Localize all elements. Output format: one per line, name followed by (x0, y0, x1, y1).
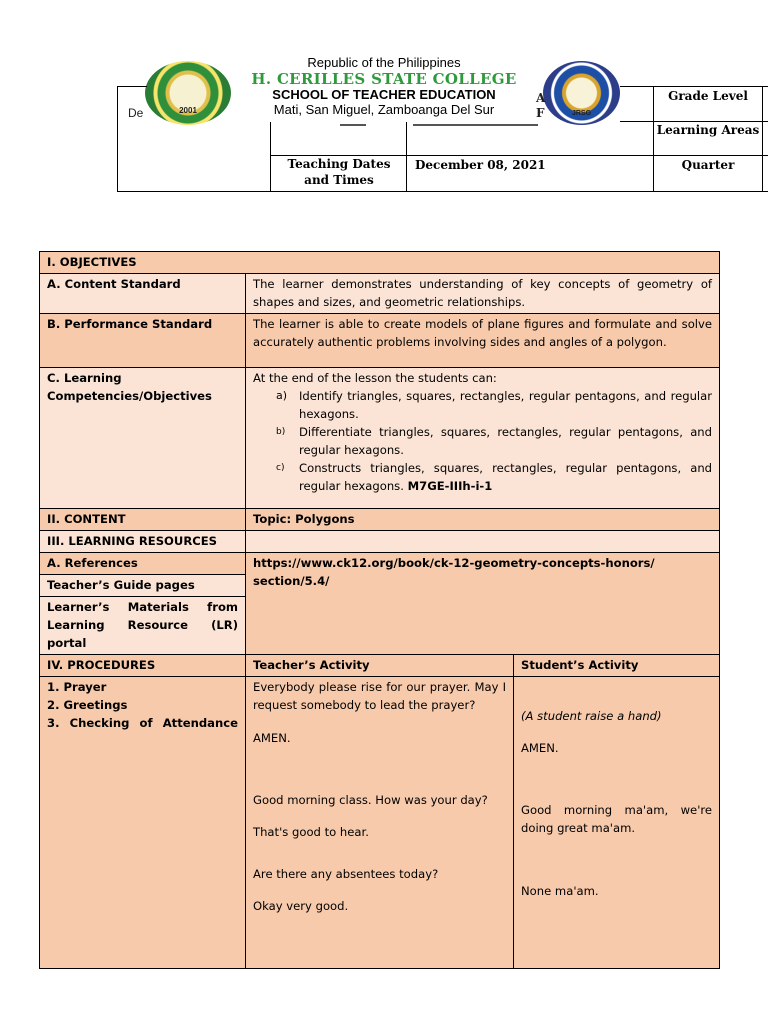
references-url[interactable] (246, 553, 720, 655)
partial-label-left: De (128, 106, 144, 120)
objective-item (276, 423, 713, 459)
content-standard-row (40, 274, 720, 314)
objective-marker: c) (276, 463, 285, 473)
objective-list (253, 387, 712, 495)
competencies-content (246, 368, 720, 509)
objective-text: Identify triangles, squares, rectangles, regular pentagons, and regular hexagons. (299, 389, 713, 421)
teacher-activity-content (246, 677, 514, 969)
competencies-label (40, 368, 246, 509)
college-seal-logo (145, 61, 231, 125)
teaching-dates-value: December 08, 2021 (415, 158, 546, 172)
teacher-activity-header: Teacher’s Activity (246, 655, 514, 677)
objective-item (276, 387, 713, 423)
competencies-label-line1: C. Learning (47, 371, 122, 385)
seal-right-label: JRSG (571, 110, 592, 117)
objectives-row (40, 252, 720, 274)
content-standard-text: The learner demonstrates understanding of key concepts of geometry of shapes and sizes, and geometric relationships. (246, 274, 720, 314)
teacher-line: Okay very good. (253, 899, 349, 913)
seal-year: 2001 (179, 106, 197, 115)
references-url-line2[interactable]: section/5.4/ (253, 574, 330, 588)
teachers-guide-label: Teacher’s Guide pages (40, 575, 246, 597)
objectives-heading: I. OBJECTIVES (40, 252, 720, 274)
performance-standard-text: The learner is able to create models of plane figures and formulate and solve accurately authentic problems involving sides and angles of a polygon. (246, 314, 720, 368)
student-line: (A student raise a hand) (521, 709, 662, 723)
objective-marker: a) (276, 389, 288, 402)
procedures-body-row (40, 677, 720, 969)
student-activity-content (514, 677, 720, 969)
student-activity-header: Student’s Activity (514, 655, 720, 677)
learners-materials-label: Learner’s Materials from Learning Resource (LR) portal (40, 597, 246, 655)
competencies-row (40, 368, 720, 509)
student-line: AMEN. (521, 741, 559, 755)
learning-areas-label: Learning Areas (656, 123, 760, 137)
procedures-header-row (40, 655, 720, 677)
procedure-step: 1. Prayer (47, 680, 107, 694)
student-line: None ma'am. (521, 884, 599, 898)
objective-item (276, 459, 713, 495)
resources-label: III. LEARNING RESOURCES (40, 531, 246, 553)
school-address: Mati, San Miguel, Zamboanga Del Sur (273, 102, 495, 117)
content-topic: Topic: Polygons (246, 509, 720, 531)
objective-text: Differentiate triangles, squares, rectangles, regular pentagons, and regular hexagons. (299, 425, 713, 457)
content-label: II. CONTENT (40, 509, 246, 531)
competencies-label-line2: Competencies/Objectives (47, 389, 212, 403)
objective-text: Constructs triangles, squares, rectangles, regular pentagons, and regular hexagons. (299, 461, 713, 493)
partial-letter-f: F (536, 106, 545, 120)
teacher-line: That's good to hear. (253, 825, 369, 839)
teacher-line: Are there any absentees today? (253, 867, 439, 881)
partial-letter-a: A (536, 91, 546, 105)
republic-line: Republic of the Philippines (307, 55, 461, 70)
references-label: A. References (40, 553, 246, 575)
procedures-label: IV. PROCEDURES (40, 655, 246, 677)
content-standard-label: A. Content Standard (40, 274, 246, 314)
lesson-plan-table (39, 251, 720, 969)
teaching-dates-label: Teaching Dates and Times (287, 157, 391, 187)
references-row (40, 553, 720, 575)
resources-row (40, 531, 720, 553)
performance-standard-row (40, 314, 720, 368)
objective-marker: b) (276, 427, 286, 437)
procedure-step: 3. Checking of Attendance (47, 716, 238, 730)
grade-level-label: Grade Level (668, 89, 748, 103)
school-name: SCHOOL OF TEACHER EDUCATION (272, 87, 496, 102)
teacher-education-seal-logo (543, 61, 620, 125)
teacher-line: AMEN. (253, 731, 291, 745)
competencies-intro: At the end of the lesson the students can: (253, 371, 497, 385)
competency-code: M7GE-IIIh-i-1 (407, 479, 493, 493)
performance-standard-label: B. Performance Standard (40, 314, 246, 368)
procedure-steps (40, 677, 246, 969)
quarter-label: Quarter (681, 158, 735, 172)
teacher-line: Everybody please rise for our prayer. May I request somebody to lead the prayer? (253, 680, 506, 712)
procedure-step: 2. Greetings (47, 698, 128, 712)
teacher-line: Good morning class. How was your day? (253, 793, 488, 807)
college-name: H. CERILLES STATE COLLEGE (251, 70, 517, 88)
student-line: Good morning ma'am, we're doing great ma'am. (521, 803, 713, 835)
references-url-line1[interactable]: https://www.ck12.org/book/ck-12-geometry-concepts-honors/ (253, 556, 655, 570)
content-row (40, 509, 720, 531)
